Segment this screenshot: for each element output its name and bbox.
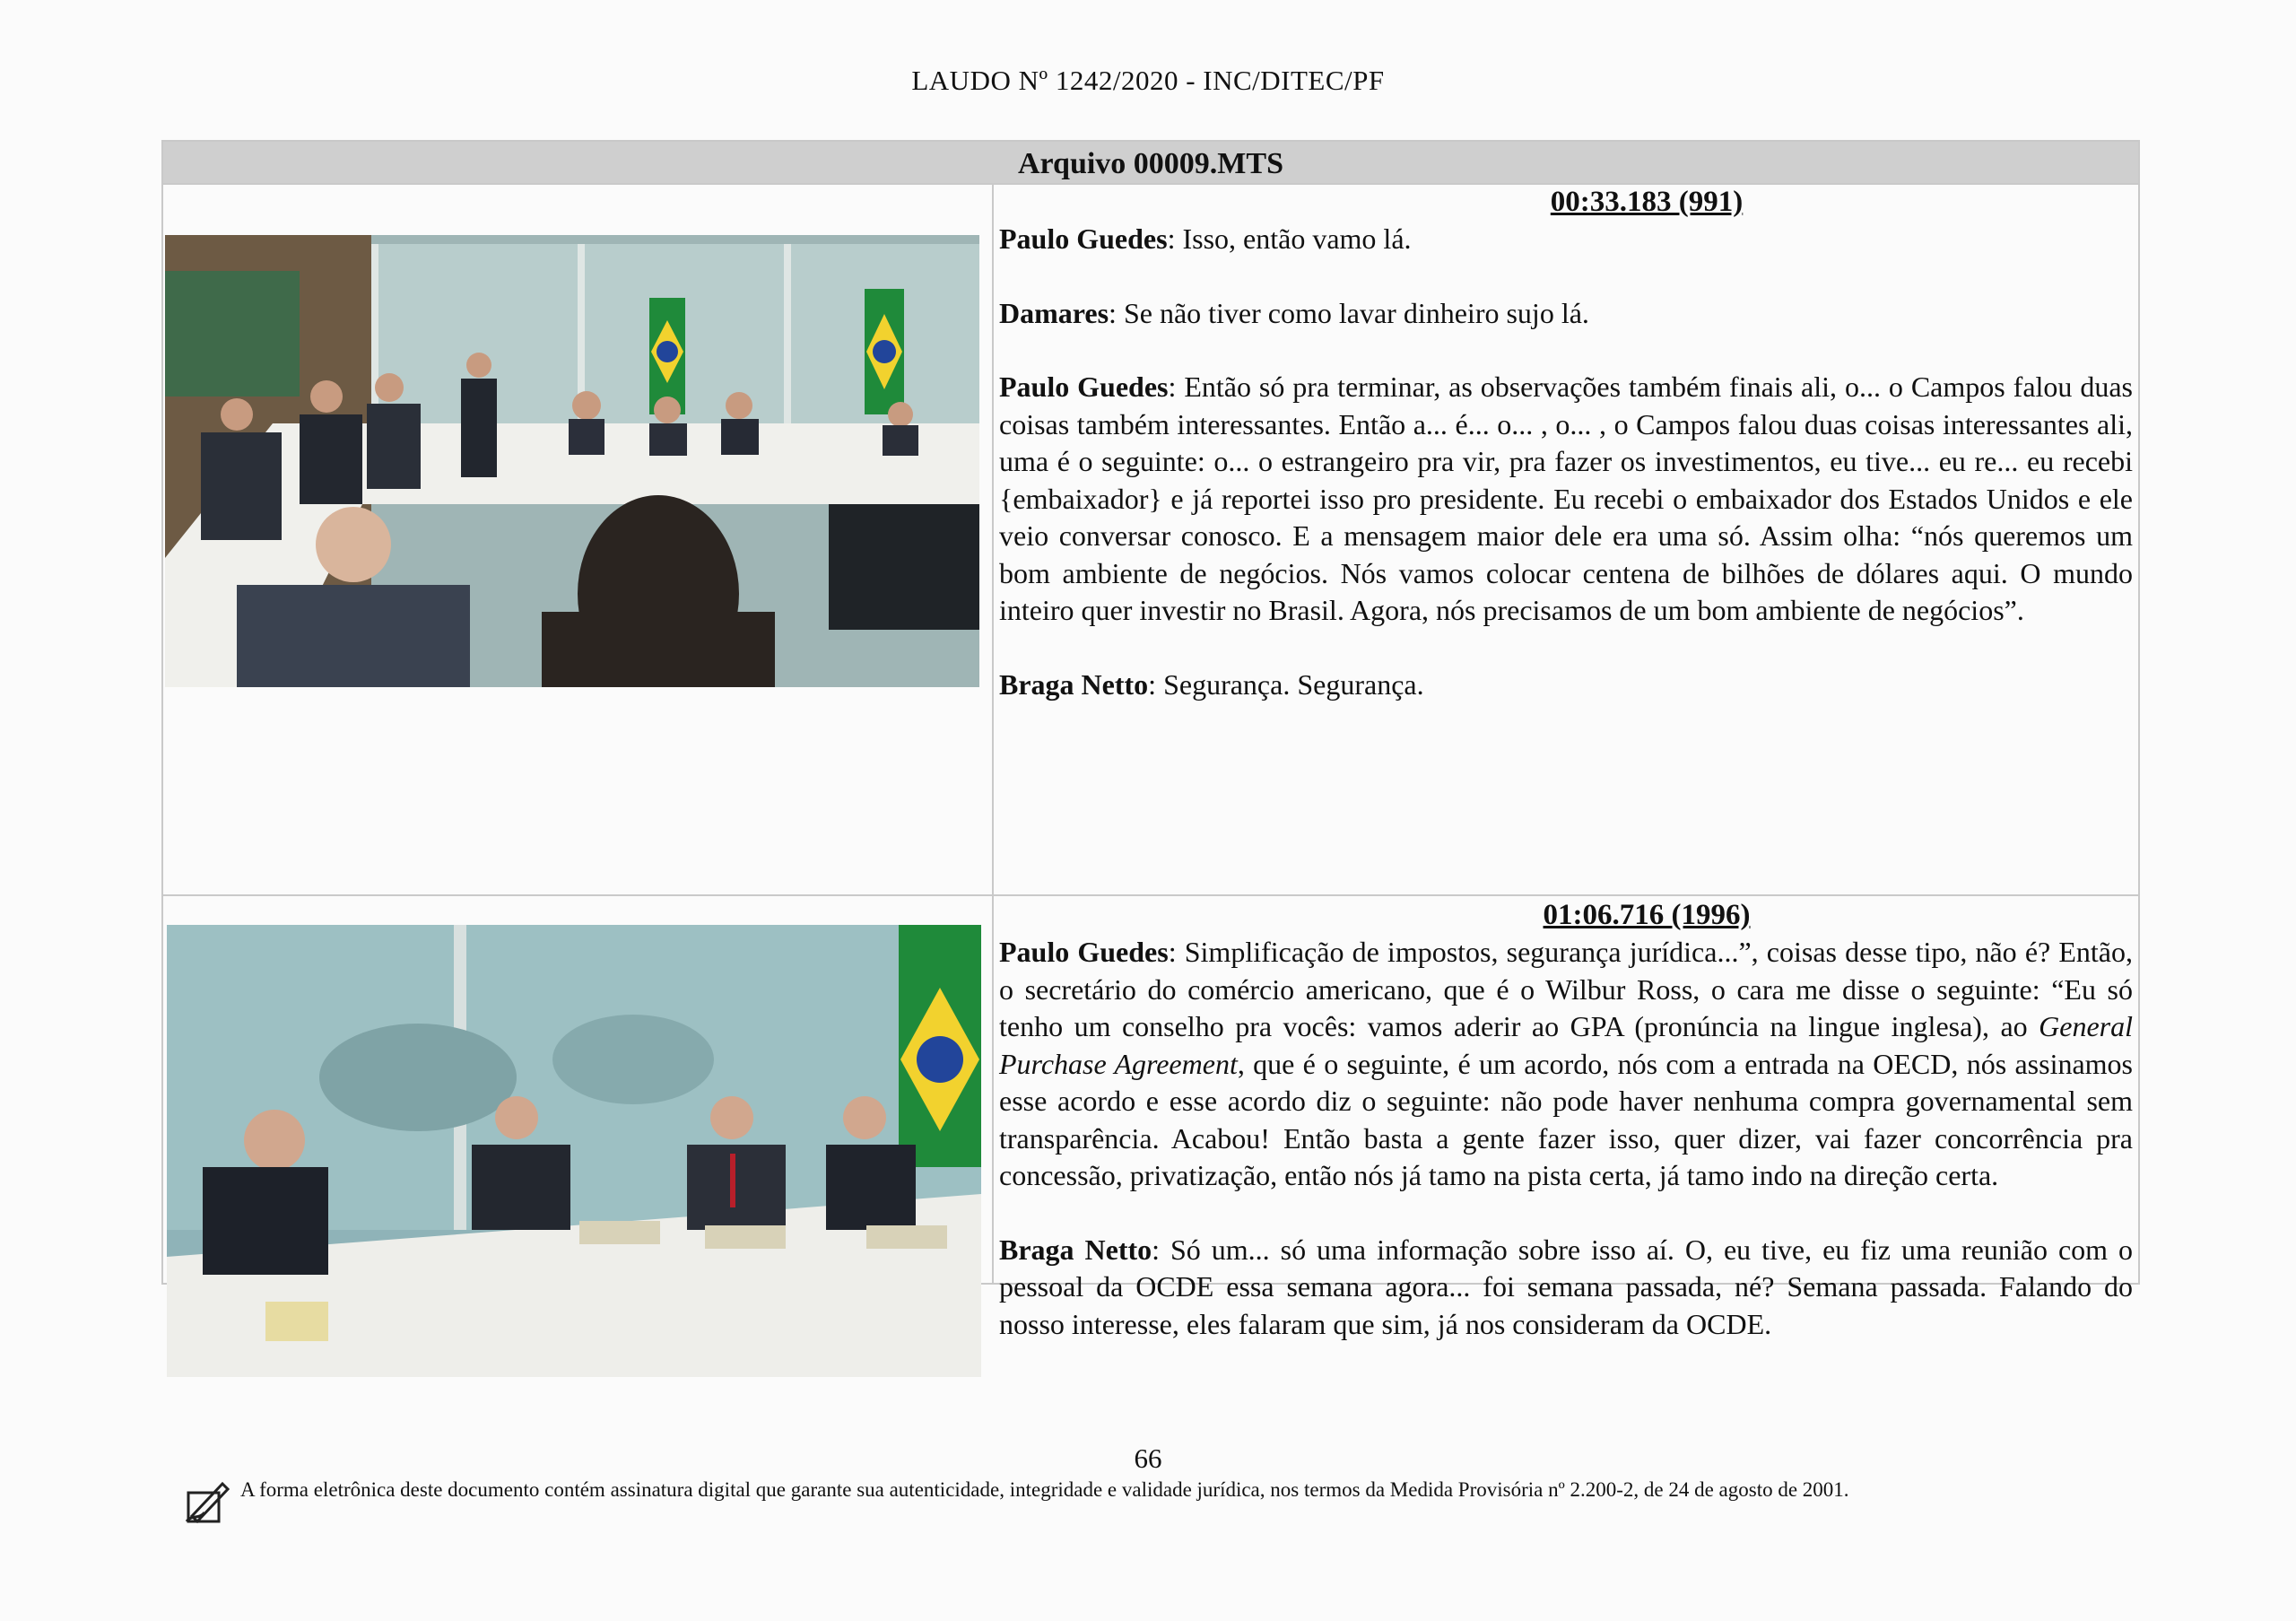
speaker-name: Braga Netto [999, 667, 1149, 701]
meeting-photo [165, 235, 979, 687]
speech-text: : Simplificação de impostos, segurança jurídica...”, coisas desse tipo, não é? Então, o secretário do comércio americano, que é o Wilbur Ross, o cara me disse o seguinte: “Eu só tenho um conselho pra vocês: vamos aderir ao GPA (pronúncia na lingue inglesa), ao [999, 936, 2134, 1042]
speech-paragraph [999, 295, 2133, 333]
speech-paragraph [999, 934, 2133, 1195]
meeting-photo [167, 925, 981, 1377]
speaker-name: Paulo Guedes [999, 936, 1169, 968]
speech-text: : Se não tiver como lavar dinheiro sujo lá. [1109, 296, 1589, 329]
speech-paragraph [999, 667, 2133, 704]
speech-paragraph [999, 369, 2133, 630]
speaker-name: Damares [999, 296, 1109, 329]
transcript-row [163, 183, 2138, 896]
timestamp: 01:06.716 (1996) [1543, 899, 1751, 931]
speech-text: : Só um... só uma informação sobre isso aí. O, eu tive, eu fiz uma reunião com o pessoal da OCDE essa semana agora... foi semana passada, né? Semana passada. Falando do nosso interesse, eles falaram que sim, já nos consideram da OCDE. [999, 1233, 2134, 1340]
speaker-name: Paulo Guedes [999, 222, 1168, 255]
speech-text: : Isso, então vamo lá. [1167, 222, 1412, 255]
transcript-text [994, 896, 2138, 1340]
page-number: 66 [1134, 1442, 1162, 1474]
transcript-row [163, 896, 2138, 1340]
speech-text: : Então só pra terminar, as observações também finais ali, o... o Campos falou duas coisas também interessantes. Então a... é... o... , o... , o Campos falou duas coisas interessantes ali, uma é o seguinte: o... o estrangeiro pra vir, pra fazer os investimentos, eu tive... eu re... eu recebi {embaixador} e já reportei isso pro presidente. Eu recebi o embaixador dos Estados Unidos e ele veio conversar conosco. E a mensagem maior dele era uma só. Assim olha: “nós queremos um bom ambiente de negócios. Nós vamos colocar centena de bilhões de dólares aqui. O mundo inteiro quer investir no Brasil. Agora, nós precisamos de um bom ambiente de negócios”. [999, 370, 2134, 626]
transcript-text [994, 183, 2138, 894]
speech-paragraph [999, 1232, 2133, 1344]
document-header: LAUDO Nº 1242/2020 - INC/DITEC/PF [911, 65, 1385, 96]
file-title: Arquivo 00009.MTS [163, 142, 2138, 185]
timestamp: 00:33.183 (991) [1550, 186, 1744, 218]
speech-text: , que é o seguinte, é um acordo, nós com a entrada na OECD, nós assinamos esse acordo e esse acordo diz o seguinte: não pode haver nenhuma compra governamental sem transparência. Acabou! Então basta a gente fazer isso, quer dizer, vai fazer concorrência pra concessão, privatização, então nós já tamo na pista certa, já tamo indo na direção certa. [999, 1047, 2134, 1191]
speaker-name: Braga Netto [999, 1233, 1152, 1266]
footer-text: A forma eletrônica deste documento contém assinatura digital que garante sua autenticidade, integridade e validade jurídica, nos termos da Medida Provisória nº 2.200-2, de 24 de agosto de 2001. [240, 1478, 1849, 1501]
image-cell [163, 896, 994, 1285]
speaker-name: Paulo Guedes [999, 370, 1169, 403]
speech-text: : Segurança. Segurança. [1148, 667, 1424, 701]
transcript-table [161, 140, 2140, 1340]
digital-signature-icon [183, 1475, 230, 1527]
image-cell [163, 183, 994, 894]
speech-paragraph [999, 221, 2133, 258]
speech-italic-term: General Purchase Agreement [999, 1010, 2133, 1080]
